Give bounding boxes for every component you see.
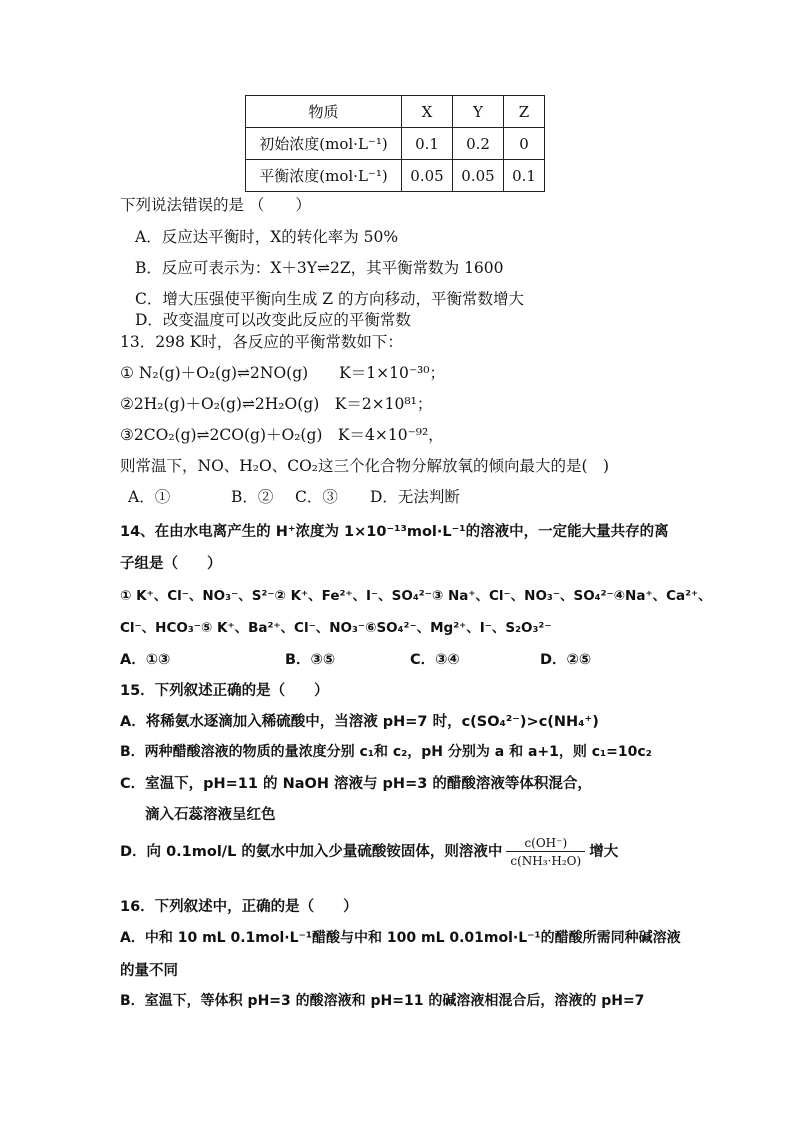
table-row	[246, 160, 545, 192]
q14-ions-line-2: Cl⁻、HCO₃⁻⑤ K⁺、Ba²⁺、Cl⁻、NO₃⁻⑥SO₄²⁻、Mg²⁺、I⁻、S₂O₃²⁻	[120, 620, 552, 636]
table-row	[246, 128, 545, 160]
q16-option-b: B．室温下，等体积 pH=3 的酸溶液和 pH=11 的碱溶液相混合后，溶液的 pH=7	[120, 993, 645, 1009]
q12-option-a: A．反应达平衡时，X的转化率为 50%	[135, 228, 399, 246]
q13-option-c: C．③	[295, 488, 338, 506]
concentration-ratio	[506, 836, 585, 868]
table-cell: 0	[504, 128, 545, 160]
table-header-cell: X	[402, 96, 453, 128]
q15-option-c-line-2: 滴入石蕊溶液呈红色	[145, 807, 276, 823]
q14-stem-line-1: 14、在由水电离产生的 H⁺浓度为 1×10⁻¹³mol·L⁻¹的溶液中，一定能大量共存的离	[120, 524, 669, 540]
table-header-cell: Z	[504, 96, 545, 128]
q13-option-a: A．①	[128, 488, 171, 506]
q13-reaction-2: ②2H₂(g)＋O₂(g)⇌2H₂O(g) K＝2×10⁸¹；	[120, 395, 433, 413]
table-header-row	[246, 96, 545, 128]
q15-option-a: A．将稀氨水逐滴加入稀硫酸中，当溶液 pH=7 时，c(SO₄²⁻)>c(NH₄⁺)	[120, 714, 599, 730]
ratio-denominator: c(NH₃·H₂O)	[510, 854, 582, 868]
q13-reaction-1: ① N₂(g)＋O₂(g)⇌2NO(g) K＝1×10⁻³⁰；	[120, 364, 445, 382]
q14-stem-line-2: 子组是（ ）	[120, 556, 222, 572]
q15-option-d-text: D．向 0.1mol/L 的氨水中加入少量硫酸铵固体，则溶液中	[120, 844, 503, 860]
q13-stem: 13．298 K时，各反应的平衡常数如下：	[120, 333, 403, 351]
table-cell: 0.1	[504, 160, 545, 192]
q14-ions-line-1: ① K⁺、Cl⁻、NO₃⁻、S²⁻② K⁺、Fe²⁺、I⁻、SO₄²⁻③ Na⁺、Cl⁻、NO₃⁻、SO₄²⁻④Na⁺、Ca²⁺、	[120, 588, 712, 604]
q15-option-b: B．两种醋酸溶液的物质的量浓度分别 c₁和 c₂，pH 分别为 a 和 a+1，则 c₁=10c₂	[120, 744, 652, 760]
q12-option-c: C．增大压强使平衡向生成 Z 的方向移动，平衡常数增大	[135, 290, 524, 308]
q12-stem: 下列说法错误的是 （ ）	[120, 196, 311, 214]
q15-option-d	[120, 836, 618, 868]
table-cell: 0.2	[453, 128, 504, 160]
q16-stem: 16．下列叙述中，正确的是（ ）	[120, 899, 358, 915]
table-cell: 0.1	[402, 128, 453, 160]
q13-question: 则常温下，NO、H₂O、CO₂这三个化合物分解放氧的倾向最大的是( )	[120, 457, 610, 475]
q15-option-c-line-1: C．室温下，pH=11 的 NaOH 溶液与 pH=3 的醋酸溶液等体积混合，	[120, 776, 592, 792]
q14-option-b: B．③⑤	[285, 652, 336, 668]
table-cell: 平衡浓度(mol·L⁻¹)	[246, 160, 402, 192]
q14-option-d: D．②⑤	[540, 652, 592, 668]
q12-option-d: D．改变温度可以改变此反应的平衡常数	[135, 311, 411, 329]
q16-option-a-line-1: A．中和 10 mL 0.1mol·L⁻¹醋酸与中和 100 mL 0.01mol·L⁻¹的醋酸所需同种碱溶液	[120, 930, 681, 946]
q12-option-b: B．反应可表示为：X＋3Y⇌2Z，其平衡常数为 1600	[135, 259, 504, 277]
q15-stem: 15．下列叙述正确的是（ ）	[120, 683, 329, 699]
q13-reaction-3: ③2CO₂(g)⇌2CO(g)＋O₂(g) K＝4×10⁻⁹²，	[120, 426, 444, 444]
equilibrium-table	[245, 95, 545, 192]
q13-option-d: D．无法判断	[370, 488, 460, 506]
table-header-cell: 物质	[246, 96, 402, 128]
q13-option-b: B．②	[231, 488, 274, 506]
q16-option-a-line-2: 的量不同	[120, 963, 178, 979]
table-cell: 初始浓度(mol·L⁻¹)	[246, 128, 402, 160]
ratio-numerator: c(OH⁻)	[506, 836, 585, 852]
table-cell: 0.05	[402, 160, 453, 192]
q14-option-c: C．③④	[410, 652, 460, 668]
q15-option-d-suffix: 增大	[589, 844, 619, 860]
table-cell: 0.05	[453, 160, 504, 192]
q14-option-a: A．①③	[120, 652, 171, 668]
table-header-cell: Y	[453, 96, 504, 128]
